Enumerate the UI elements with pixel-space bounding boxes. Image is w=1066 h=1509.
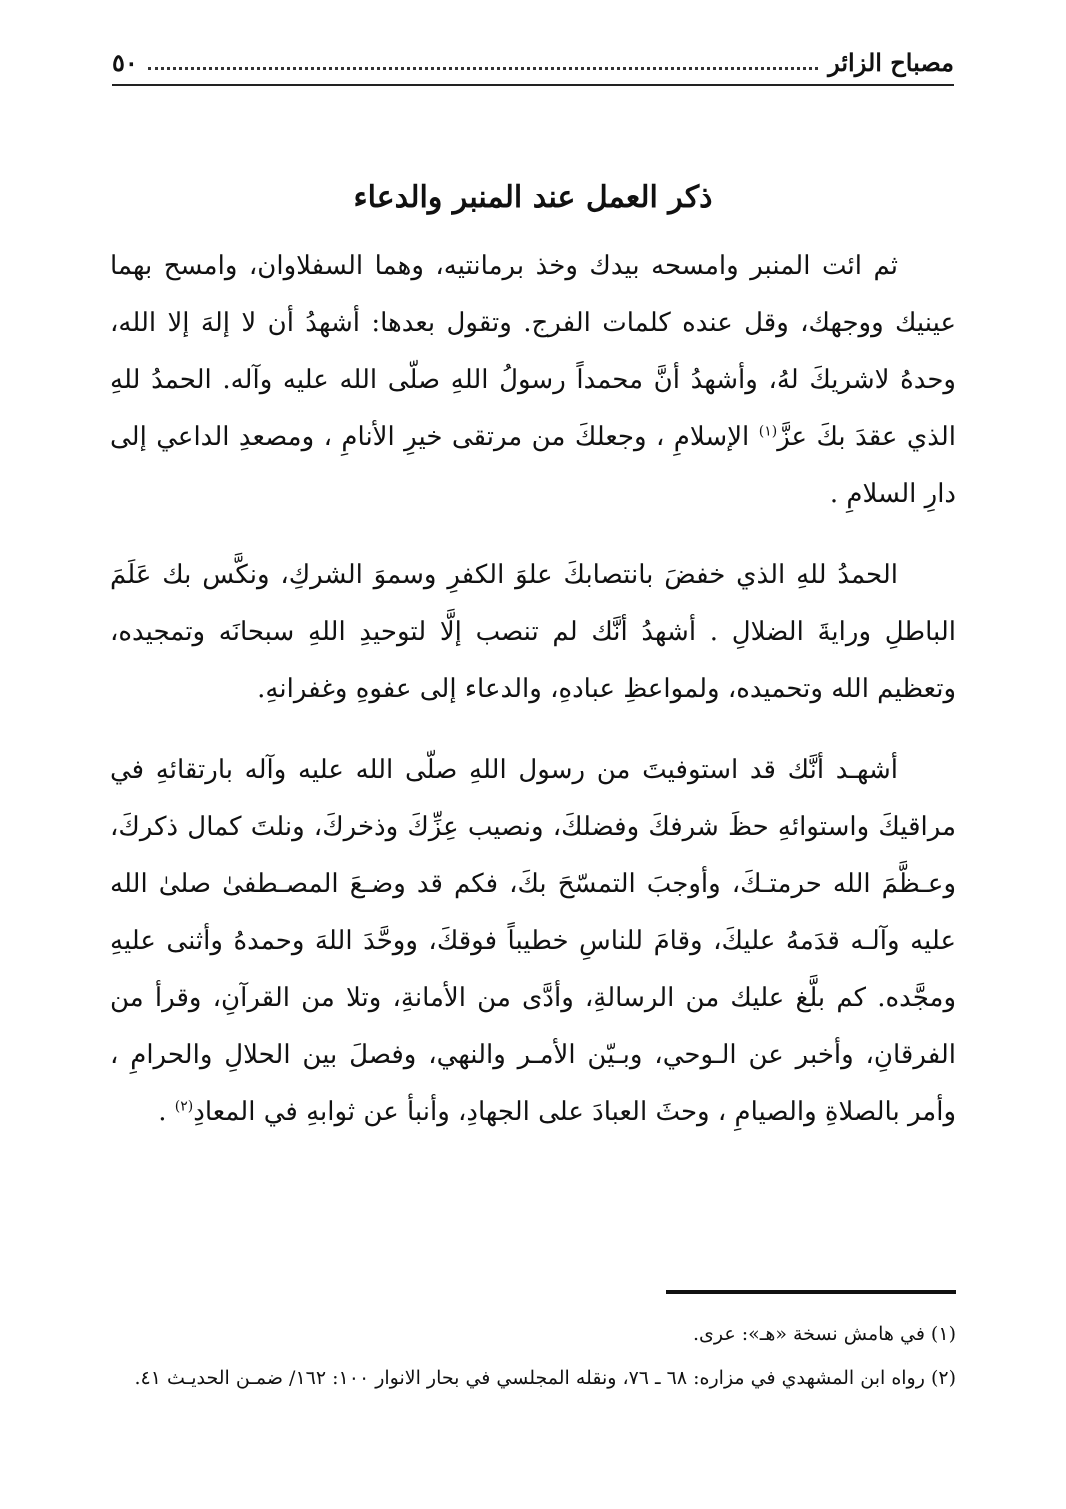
paragraph-3-text-b: . bbox=[158, 1097, 175, 1127]
paragraph-1-text-b: الإسلامِ ، وجعلكَ من مرتقى خيرِ الأنامِ ، ومصعدِ الداعي إلى دارِ السلامِ . bbox=[110, 422, 956, 509]
book-title: مصباح الزائر bbox=[828, 47, 954, 77]
body-text bbox=[110, 238, 956, 1165]
paragraph-1 bbox=[110, 238, 956, 523]
footnote-2: (٢) رواه ابن المشهدي في مزاره: ٦٨ ـ ٧٦، ونقله المجلسي في بحار الانوار ١٠٠: ١٦٢/ ضمـن الحديـث ٤١. bbox=[134, 1367, 956, 1389]
paragraph-2: الحمدُ للهِ الذي خفضَ بانتصابكَ علوَ الكفرِ وسموَ الشركِ، ونكَّس بك عَلَمَ الباطلِ ورايةَ الضلالِ . أشهدُ أنَّك لم تنصب إلَّا لتوحيدِ اللهِ سبحانَه وتمجيده، وتعظيم الله وتحميده، ولمواعظِ عبادهِ، والدعاء إلى عفوهِ وغفرانهِ. bbox=[110, 560, 956, 704]
paragraph-3 bbox=[110, 742, 956, 1141]
section-title: ذكر العمل عند المنبر والدعاء bbox=[353, 180, 713, 215]
footnote-ref-1: (١) bbox=[758, 423, 778, 440]
footnote-1: (١) في هامش نسخة «هـ»: عرى. bbox=[692, 1323, 956, 1345]
footnote-separator bbox=[666, 1290, 956, 1294]
dot-leader bbox=[148, 67, 818, 70]
footnotes bbox=[110, 1312, 956, 1400]
footnote-ref-2: (٢) bbox=[174, 1098, 194, 1115]
running-header bbox=[112, 40, 954, 86]
paragraph-1-text-a: ثم ائت المنبر وامسحه بيدك وخذ برمانتيه، وهما السفلاوان، وامسح بهما عينيك ووجهك، وقل عنده كلمات الفرج. وتقول بعدها: أشهدُ أن لا إلهَ إلا الله، وحدهُ لاشريكَ لهُ، وأشهدُ أنَّ محمداً رسولُ اللهِ صلّى الله عليه وآله. الحمدُ للهِ الذي عقدَ بكَ عزَّ bbox=[110, 251, 956, 452]
paragraph-3-text-a: أشهـد أنَّك قد استوفيتَ من رسول اللهِ صلّى الله عليه وآله بارتقائهِ في مراقيكَ واستوائهِ حظَ شرفكَ وفضلكَ، ونصيب عِزِّكَ وذخركَ، ونلتَ كمال ذكركَ، وعـظَّمَ الله حرمتـكَ، وأوجبَ التمسّحَ بكَ، فكم قد وضـعَ المصـطفىٰ صلىٰ الله عليه وآلـه قدَمهُ عليكَ، وقامَ للناسِ خطيباً فوقكَ، ووحَّدَ اللهَ وحمدهُ وأثنى عليهِ ومجَّده. كم بلَّغ عليك من الرسالةِ، وأدَّى من الأمانةِ، وتلا من القرآنِ، وقرأ من الفرقانِ، وأخبر عن الـوحي، وبـيّن الأمـر والنهي، وفصلَ بين الحلالِ والحرامِ ، وأمر بالصلاةِ والصيامِ ، وحثَ العبادَ على الجهادِ، وأنبأ عن ثوابهِ في المعادِ bbox=[110, 755, 956, 1127]
page-number: ٥٠ bbox=[112, 47, 138, 77]
